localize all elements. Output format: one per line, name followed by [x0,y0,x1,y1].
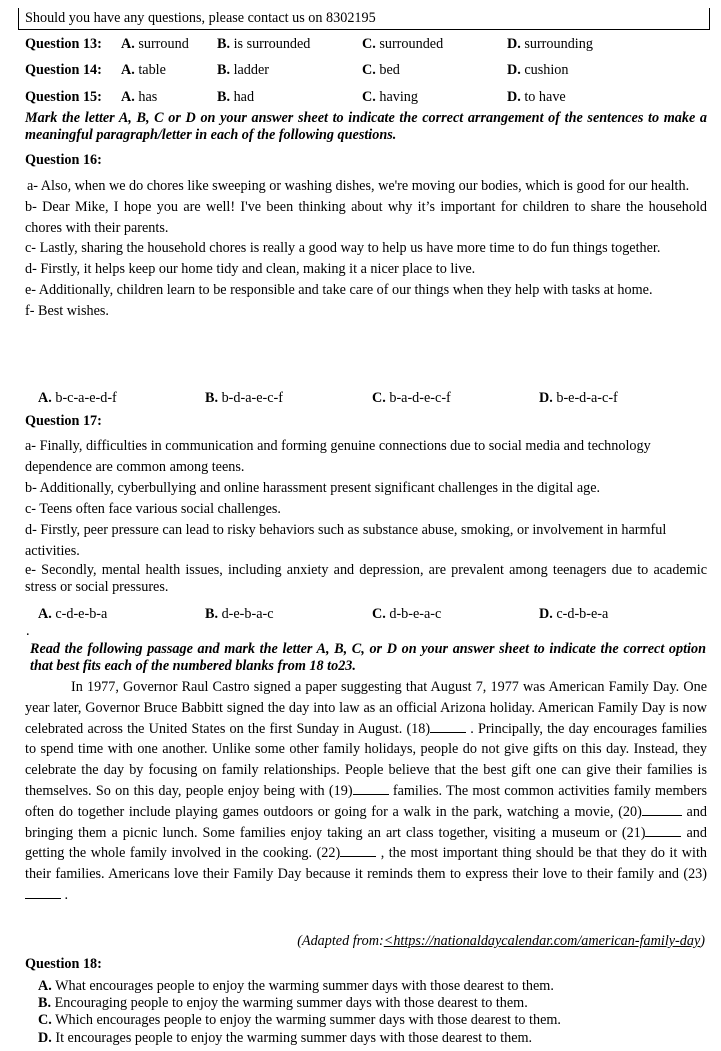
blank-18-number: (18) [406,720,431,737]
q17-option-b[interactable]: B. d-e-b-a-c [205,606,274,622]
source-link[interactable]: <https://nationaldaycalendar.com/american-family-day [383,933,701,949]
question-17-label: Question 17: [25,413,102,429]
q16-sentence-f: f- Best wishes. [25,302,109,319]
instruction-arrange: Mark the letter A, B, C or D on your answer sheet to indicate the correct arrangement of the sentences to make a meaningful paragraph/letter in each of the following questions. [25,110,707,143]
question-14-row [25,61,715,79]
passage-part-1: In 1977, Governor Raul Castro signed a paper suggesting that August 7, 1977 was American Family Day. One year later, Governor Bruce Babbitt signed the day into law as an official Arizona holiday. American Family Day is now celebrated across the United States on the first Sunday in August. [25,679,707,737]
cloze-passage [25,677,707,906]
q17-option-c[interactable]: C. d-b-e-a-c [372,606,442,622]
blank-20-number: (20) [618,803,642,820]
blank-19-number: (19) [328,782,353,799]
question-18-label: Question 18: [25,956,102,972]
q17-option-d[interactable]: D. c-d-b-e-a [539,606,609,622]
blank-23[interactable] [25,886,61,899]
q15-option-c[interactable]: C. having [362,89,418,105]
q16-sentence-b: b- Dear Mike, I hope you are well! I've been thinking about why it’s important for children to share the household chores with their parents. [25,198,707,236]
q16-option-a[interactable]: A. b-c-a-e-d-f [38,390,117,406]
passage-part-3: families. The most common activities family members often do together include playing games outdoors or going for a walk in the park, watching a movie, [25,782,708,820]
instruction-passage: Read the following passage and mark the letter A, B, C, or D on your answer sheet to indicate the correct option that best fits each of the numbered blanks from 18 to23. [30,641,706,674]
contact-note [18,8,710,30]
q14-option-d[interactable]: D. cushion [507,62,569,78]
passage-part-5: and getting the whole family involved in the cooking. [25,824,707,862]
q17-options [38,605,718,623]
blank-22[interactable] [340,844,376,857]
passage-part-7: . [64,886,69,903]
source-citation [297,932,705,950]
contact-text: Should you have any questions, please contact us on 8302195 [25,10,376,26]
q14-option-c[interactable]: C. bed [362,62,400,78]
q16-sentence-c: c- Lastly, sharing the household chores is really a good way to help us have more time to do fun things together. [25,240,661,257]
blank-21[interactable] [645,824,681,837]
passage-part-2: . Principally, the day encourages families to spend time with one another. Unlike some other family holidays, people do not give gifts on this day. Instead, they celebrate the day by focusing on family relationships. People believe that the best gift one can give their families is themselves. So on this day, people enjoy being with [25,720,708,799]
q14-option-a[interactable]: A. table [121,62,166,78]
question-15-label: Question 15: [25,89,102,105]
q17-option-a[interactable]: A. c-d-e-b-a [38,606,108,622]
question-13-label: Question 13: [25,36,102,52]
passage-part-6: , the most important thing should be that they do it with their families. Americans love their Family Day because it reminds them to express their love to their family and [25,845,707,883]
q13-option-b[interactable]: B. is surrounded [217,36,311,52]
blank-18[interactable] [430,720,466,733]
stray-dot: . [26,623,30,639]
q15-option-b[interactable]: B. had [217,89,255,105]
question-13-row [25,35,715,53]
q17-sentence-c: c- Teens often face various social challenges. [25,501,281,517]
q13-option-c[interactable]: C. surrounded [362,36,444,52]
blank-23-number: (23) [683,866,707,883]
q14-option-b[interactable]: B. ladder [217,62,270,78]
q15-option-d[interactable]: D. to have [507,89,566,105]
question-14-label: Question 14: [25,62,102,78]
q16-option-c[interactable]: C. b-a-d-e-c-f [372,390,451,406]
q16-sentences [25,176,707,322]
q18-option-c[interactable]: C. Which encourages people to enjoy the warming summer days with those dearest to them. [38,1012,561,1029]
q13-option-d[interactable]: D. surrounding [507,36,593,52]
q18-option-b[interactable]: B. Encouraging people to enjoy the warming summer days with those dearest to them. [38,995,528,1012]
q15-option-a[interactable]: A. has [121,89,158,105]
q16-option-b[interactable]: B. b-d-a-e-c-f [205,390,283,406]
q17-sentences [25,436,707,596]
q18-option-a[interactable]: A. What encourages people to enjoy the warming summer days with those dearest to them. [38,978,554,994]
q16-options [38,389,718,407]
q16-sentence-a: a- Also, when we do chores like sweeping or washing dishes, we're moving our bodies, which is good for our health. [27,178,690,194]
question-15-row [25,88,715,106]
blank-22-number: (22) [316,845,341,862]
blank-20[interactable] [642,803,682,816]
q18-option-d[interactable]: D. It encourages people to enjoy the warming summer days with those dearest to them. [38,1029,533,1046]
q17-sentence-e: e- Secondly, mental health issues, including anxiety and depression, are prevalent among teenagers due to academic stress or social pressures. [25,562,707,595]
source-prefix: (Adapted from: [297,933,384,949]
q16-sentence-d: d- Firstly, it helps keep our home tidy and clean, making it a nicer place to live. [25,261,476,278]
q18-options [38,978,718,1047]
q13-option-a[interactable]: A. surround [121,36,189,52]
q17-sentence-b: b- Additionally, cyberbullying and online harassment present significant challenges in the digital age. [25,480,601,496]
source-suffix: ) [700,933,705,949]
q17-sentence-a: a- Finally, difficulties in communication and forming genuine connections due to social media and technology dependence are common among teens. [25,438,651,475]
blank-21-number: (21) [621,824,646,841]
passage-part-4: and bringing them a picnic lunch. Some families enjoy taking an art class together, visiting a museum or [25,803,708,841]
q17-sentence-d: d- Firstly, peer pressure can lead to risky behaviors such as substance abuse, smoking, or involvement in harmful activities. [25,522,667,559]
blank-19[interactable] [353,782,389,795]
question-16-label: Question 16: [25,152,102,168]
q16-option-d[interactable]: D. b-e-d-a-c-f [539,390,618,406]
q16-sentence-e: e- Additionally, children learn to be responsible and take care of our things when they help with tasks at home. [25,281,653,298]
